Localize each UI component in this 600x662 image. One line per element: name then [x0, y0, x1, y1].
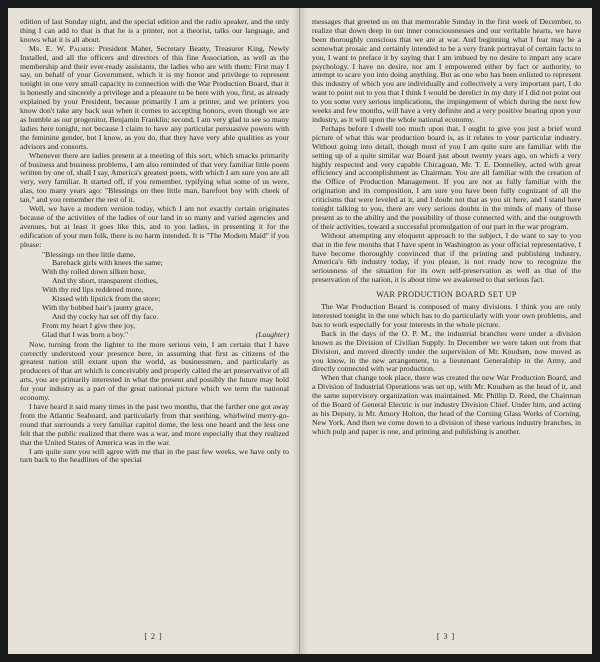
page-number: [ 3 ] [436, 632, 456, 642]
paragraph [312, 125, 581, 232]
page-number: [ 2 ] [144, 632, 163, 642]
paragraph [20, 152, 289, 205]
paragraph-text: Whenever there are ladies present at a meeting of this sort, which smacks primarily of business and business problems, I am also reminded of that very familiar little poem written by one of, shall I say, America's greatest poets, with which I am sure you are all very, very familiar. It started off, if you remember, typifying what some of us were, alas, too many years ago: "Blessings on thee little man, barefoot boy with cheek of tan," and you remember the rest of it. [20, 150, 289, 205]
paragraph-text: messages that greeted us on that memorable Sunday in the first week of December, to realize that down deep in our inner consciousnesses and our veritable hearts, we have been thoroughly conscious that we are at war. And beginning what I fear may be a somewhat prosaic and certainly intended to be a very frank portrayal of certain facts to you, I want to preface it by saying that I am imbued by no desire to impart any scare psychology. I have no desire, nor am I empowered either by fact or authority, to attempt to scare you into doing anything. But as one who has been enlisted to represent this industry of which you are individually and collectively a very important part, I do want to point out to you that I think I would be derelict in my duty if I did not point out to you some very serious implications, the impingement of which during the next few weeks and few months, will have a very definite and a very positive bearing upon your industry, as it will upon the whole national economy. [312, 17, 581, 124]
laughter-note: (Laughter) [255, 329, 289, 339]
paragraph [312, 18, 581, 125]
poem-line: Bareback girls with knees the same; [52, 258, 163, 268]
paragraph [312, 330, 581, 375]
paragraph-text: I am quite sure you will agree with me that in the past few weeks, we have only to turn back to the headlines of the special [20, 446, 289, 465]
paragraph [20, 403, 289, 448]
poem-line: And thy cocky hat set off thy face. [52, 311, 159, 321]
paragraph-text: Perhaps before I dwell too much upon that, I ought to give you just a brief word picture of what this war production board is, as it relates to your particular industry. Without going into detail, though most of you I am quite sure are familiar with the setting up of a quite similar war Board just about twenty years ago, on which a very highly respected and very capable Chicagoan, Mr. T. E. Donnelley, acted with great efficiency and accomplishment as Chairman. You are all familiar with the creation of the Office of Production Management. If you are not as fully familiar with the origination and its composition, I am sure you have been fully cognizant of all the criticisms that were leveled at it, and I doubt not that as you sit here, and I stand here tonight talking to you, there are very serious doubts in the minds of many of those present as to the ability and the possibility of those connected with, and the outgrowth of their activities, toward a successful promulgation of our part in the war program. [312, 123, 581, 231]
paragraph [312, 232, 581, 285]
book-spread [8, 8, 592, 654]
left-page [8, 8, 300, 654]
poem-line: With thy rolled down silken hose, [42, 267, 146, 277]
paragraph [20, 448, 289, 466]
paragraph-text: edition of last Sunday night, and the special edition and the radio speaker, and the only thing I can add to that is that he is a printer, not a theorist, talks our language, and knows what it is all about. [20, 17, 289, 44]
speaker-name: Mr. E. W. Palmer: [29, 43, 95, 53]
paragraph-text: Well, we have a modern version today, which I am not exactly certain originates because of the activities of the ladies of our land in so many and varied agencies and avenues, but at least it goes like this, and to you ladies, in presenting it for the edification of your men folk, there is no harm intended. It is "The Modern Maid" if you please: [20, 204, 289, 249]
poem-line: "Blessings on thee little dame, [42, 249, 136, 259]
paragraph [20, 45, 289, 152]
paragraph [312, 374, 581, 436]
paragraph-text: When that change took place, there was created the new War Production Board, and a Division of Industrial Operations was set up, with Mr. Knudsen as the head of it, and the same supervisory organization was maintained. Mr. Phillip D. Reed, the Chairman of the Board of General Electric is our industry Division Chief. Under him, and acting as his Deputy, is Mr. Amory Holton, the head of the Corning Glass Works of Corning, New York. And then we come down to a division of these various industry branches, in which pulp and paper is one, and printing and publishing is another. [312, 373, 581, 436]
poem-last-line [32, 331, 289, 340]
paragraph-text: Without attempting any eloquent approach to the subject, I do want to say to you that in the few months that I have spent in Washington as your official representative, I have become thoroughly convinced that if the printing and publishing industry, America's 6th industry today, if you please, is not ready now to recognize the seriousness of the situation for its own self-preservation as well as that of the preservation of the nation, it is about time we awakened to that serious fact. [312, 230, 581, 285]
poem-line: From my heart I give thee joy, [42, 320, 136, 330]
poem-line: Kissed with lipstick from the store; [52, 294, 161, 304]
poem-block [42, 251, 289, 340]
poem-line: Glad that I was born a boy." [42, 329, 129, 339]
right-page [300, 8, 592, 654]
paragraph [312, 303, 581, 330]
paragraph-text: Now, turning from the lighter to the more serious vein, I am certain that I have correctly understood your presence here, in assuming that first as citizens of the greatest nation still extant upon the world, as businessmen, and particularly as producers of that art which is conceivably and properly called the art preservative of all arts, you are primarily interested in what the present and possibly the future may hold for your industry as a part of the great national picture which we term the national economy. [20, 339, 289, 403]
paragraph [20, 341, 289, 403]
paragraph [20, 205, 289, 250]
paragraph-text: Back in the days of the O. P. M., the industrial branches were under a division known as the Division of Civilian Supply. In December we were taken out from that Division, and moved directly under the supervision of Mr. Knudsen, now moved as you know, in the new arrangement, to a lieutenant Generalship in the Army, and directly connected with war production. [312, 328, 581, 374]
paragraph-text: I have heard it said many times in the past two months, that the farther one got away from the Atlantic Seaboard, and particularly from that seething, whirlwind merry-go-round that surrounds a very familiar capitol dome, the less one heard and the less one felt that the public realized that there was a war, and more especially that they realized that the United States of America was in the war. [20, 401, 289, 447]
paragraph-text: The War Production Board is composed of many divisions. I think you are only interested tonight in the one which has to do particularly with your own problems, and has to work especially for your interests in the whole picture. [312, 302, 581, 329]
paragraph [20, 18, 289, 45]
paragraph-text: President Maher, Secretary Beatty, Treasurer King, Newly Installed, and all the officers and directors of this fine Association, as well as the membership and their ever-ready assistants, the ladies who are with them: First may I say, on behalf of your Government, which it is my honor and privilege to represent tonight in one very small capacity in connection with the War Production Board, that it is honestly and sincerely a privilege and a pleasure to be here with you, first, as already explained by your President, because primarily I am a printer, and we printers you know don't take any back seat when it comes to accepting honors, even though we are as humble as our progenitor, Benjamin Franklin; second, I am very glad to see so many ladies here tonight, not because I claim to have any particular persuasive powers with the feminine gender, but I know, as you do, that they have very able qualities as your advisors and consorts. [20, 43, 290, 151]
poem-line: With thy red lips reddened more, [42, 285, 144, 295]
poem-line: With thy bobbed hair's jaunty grace, [42, 303, 154, 312]
section-heading: WAR PRODUCTION BOARD SET UP [376, 290, 517, 300]
poem-line: And thy short, transparent clothes, [52, 276, 158, 286]
